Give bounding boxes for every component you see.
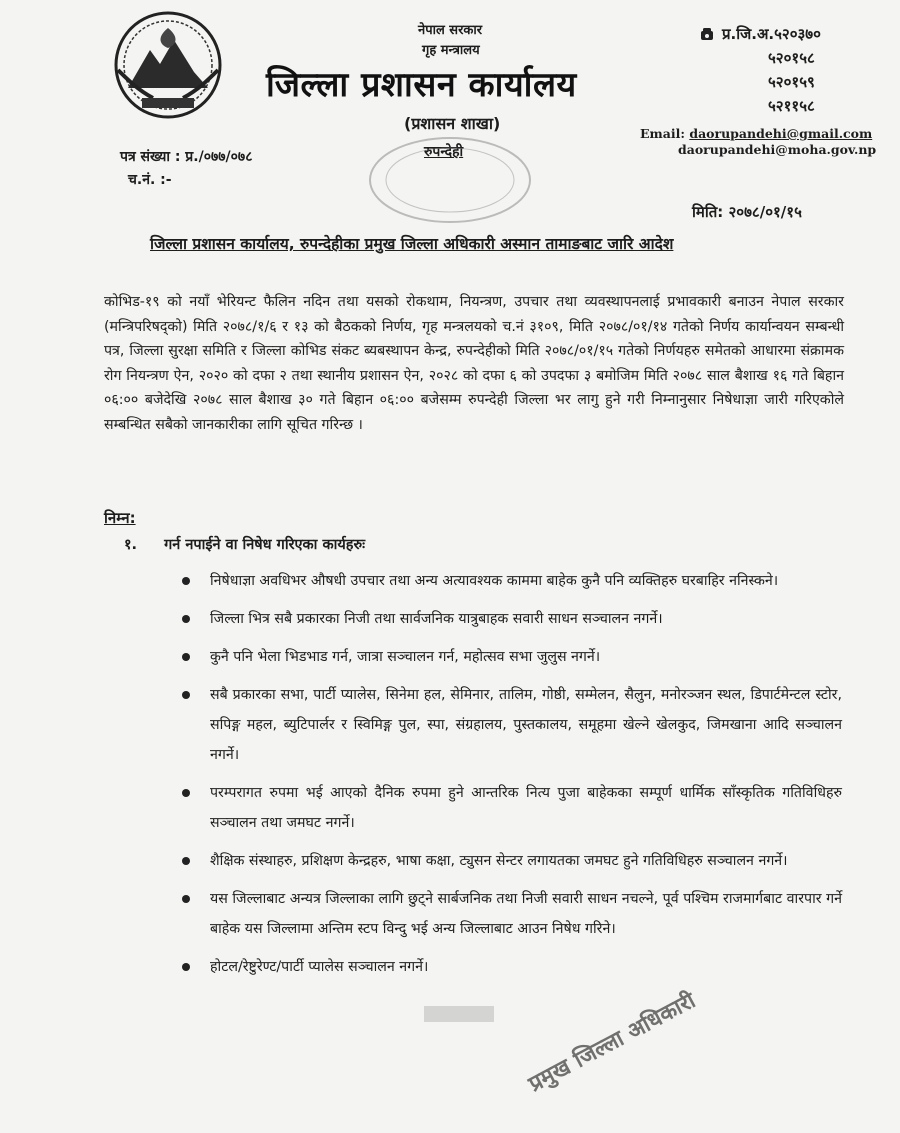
- phone-number: प्र.जि.अ.५२०३७०: [722, 25, 821, 43]
- bullet-icon: [182, 789, 190, 797]
- document-date: मिति: २०७८/०१/१५: [692, 203, 802, 221]
- office-title: जिल्ला प्रशासन कार्यालय: [266, 65, 577, 105]
- intro-paragraph: कोभिड-१९ को नयाँ भेरियन्ट फैलिन नदिन तथा यसको रोकथाम, नियन्त्रण, उपचार तथा व्यवस्थापनलाई प्रभावकारी बनाउन नेपाल सरकार (मन्त्रिपरिषद्को) मिति २०७८/१/६ र १३ को बैठकको निर्णय, गृह मन्त्रलयको च.नं ३१०९, मिति २०७८/०१/१४ गतेको निर्णय कार्यान्वयन सम्बन्धी पत्र, जिल्ला सुरक्षा समिति र जिल्ला कोभिड संकट ब्यबस्थापन केन्द्र, रुपन्देहीको मिति २०७८/०१/१५ गतेको निर्णयहरु समेतको आधारमा संक्रामक रोग नियन्त्रण ऐन, २०२० को दफा २ तथा स्थानीय प्रशासन ऐन, २०२८ को दफा ६ को उपदफा ३ बमोजिम मिति २०७८ साल बैशाख १६ गते बिहान ०६:०० बजेदेखि २०७८ साल बैशाख ३० गते बिहान ०६:०० बजेसम्म रुपन्देही जिल्ला भर लागु हुने गरी निम्नानुसार निषेधाज्ञा जारी गरिएकोले सम्बन्धित सबैको जानकारीका लागि सूचित गरिन्छ ।: [104, 294, 844, 433]
- branch-name: (प्रशासन शाखा): [404, 114, 501, 133]
- bullet-icon: [182, 895, 190, 903]
- phone-list: [700, 22, 900, 118]
- email-block: [640, 126, 876, 158]
- email-link[interactable]: daorupandehi@moha.gov.np: [678, 142, 877, 157]
- list-item: [182, 680, 842, 770]
- bullet-icon: [182, 963, 190, 971]
- phone-number: ५२०१५८: [768, 49, 815, 67]
- ministry-name: गृह मन्त्रालय: [422, 43, 480, 58]
- section-title: गर्न नपाईने वा निषेध गरिएका कार्यहरुः: [164, 537, 366, 553]
- list-item-text: कुनै पनि भेला भिडभाड गर्न, जात्रा सञ्चालन गर्न, महोत्सव सभा जुलुस नगर्ने।: [210, 649, 601, 665]
- list-item-text: सबै प्रकारका सभा, पार्टी प्यालेस, सिनेमा हल, सेमिनार, तालिम, गोष्ठी, सम्मेलन, सैलुन, मनोरञ्जन स्थल, डिपार्टमेन्टल स्टोर, सपिङ्ग महल, ब्युटिपार्लर र स्विमिङ्ग पुल, स्पा, संग्रहालय, पुस्तकालय, समूहमा खेल्ने खेलकुद, जिमखाना आदि सञ्चालन नगर्ने।: [210, 687, 842, 763]
- list-item: [182, 952, 842, 982]
- government-name: नेपाल सरकार: [418, 23, 483, 38]
- office-seal-stamp: [360, 130, 540, 230]
- email-link[interactable]: daorupandehi@gmail.com: [689, 126, 873, 141]
- list-item-text: निषेधाज्ञा अवधिभर औषधी उपचार तथा अन्य अत्यावश्यक काममा बाहेक कुनै पनि व्यक्तिहरु घरबाहिर ननिस्कने।: [210, 573, 779, 589]
- dispatch-number: च.नं. :-: [128, 172, 172, 188]
- phone-number: ५२०१५९: [768, 73, 815, 91]
- nepal-government-emblem: [98, 10, 238, 120]
- ink-smudge: [420, 1000, 500, 1030]
- prohibition-list: [182, 566, 842, 990]
- email-label: Email:: [640, 126, 685, 141]
- telephone-icon: [700, 27, 714, 41]
- bullet-icon: [182, 653, 190, 661]
- list-item-text: जिल्ला भित्र सबै प्रकारका निजी तथा सार्वजनिक यात्रुबाहक सवारी साधन सञ्चालन नगर्ने।: [210, 611, 663, 627]
- list-heading: निम्न:: [104, 509, 136, 527]
- signature-text: प्रमुख जिल्ला अधिकारी: [524, 988, 700, 1098]
- section-heading: [124, 534, 365, 554]
- phone-number: ५२११५८: [768, 97, 815, 115]
- section-number: १.: [124, 537, 138, 553]
- bullet-icon: [182, 857, 190, 865]
- list-item: [182, 884, 842, 944]
- list-item: [182, 566, 842, 596]
- bullet-icon: [182, 691, 190, 699]
- subject-line: जिल्ला प्रशासन कार्यालय, रुपन्देहीका प्रमुख जिल्ला अधिकारी अस्मान तामाङबाट जारि आदेश: [150, 235, 674, 253]
- list-item-text: शैक्षिक संस्थाहरु, प्रशिक्षण केन्द्रहरु, भाषा कक्षा, ट्युसन सेन्टर लगायतका जमघट हुने गतिविधिहरु सञ्चालन नगर्ने।: [210, 853, 788, 869]
- list-item-text: यस जिल्लाबाट अन्यत्र जिल्लाका लागि छुट्ने सार्बजनिक तथा निजी सवारी साधन नचल्ने, पूर्व पश्चिम राजमार्गबाट वारपार गर्ने बाहेक यस जिल्लामा अन्तिम स्टप विन्दु भई अन्य जिल्लाबाट आउन निषेध गरिने।: [210, 891, 842, 937]
- bullet-icon: [182, 577, 190, 585]
- bullet-icon: [182, 615, 190, 623]
- list-item: [182, 846, 842, 876]
- list-item-text: होटल/रेष्टुरेण्ट/पार्टी प्यालेस सञ्चालन नगर्ने।: [210, 959, 429, 975]
- district-name: रुपन्देही: [424, 144, 464, 160]
- list-item-text: परम्परागत रुपमा भई आएको दैनिक रुपमा हुने आन्तरिक नित्य पुजा बाहेकका सम्पूर्ण धार्मिक साँस्कृतिक गतिविधिहरु सञ्चालन तथा जमघट नगर्ने।: [210, 785, 842, 831]
- reference-number: पत्र संख्या : प्र./०७७/०७८: [120, 149, 253, 165]
- list-item: [182, 604, 842, 634]
- list-item: [182, 778, 842, 838]
- list-item: [182, 642, 842, 672]
